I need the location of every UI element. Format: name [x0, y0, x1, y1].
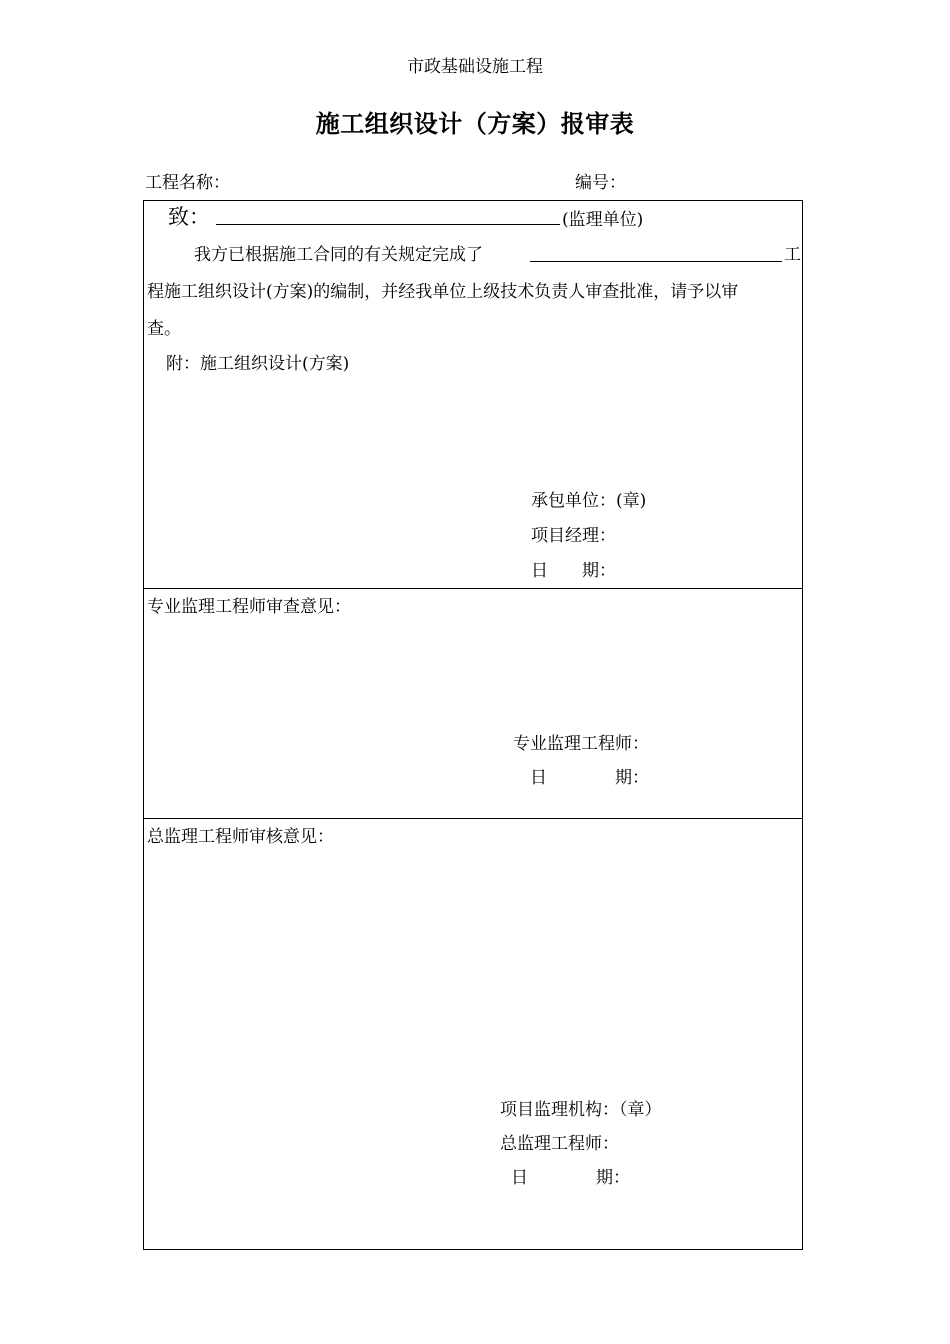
submission-date-label: 日 期： — [531, 561, 616, 581]
supervisor-unit-blank[interactable] — [216, 224, 560, 225]
project-name-label: 工程名称： — [145, 173, 230, 193]
contractor-seal-label: 承包单位：(章) — [531, 491, 647, 511]
serial-number-label: 编号： — [575, 173, 626, 193]
submission-text-line2: 程施工组织设计(方案)的编制，并经我单位上级技术负责人审查批准，请予以审 — [147, 282, 739, 302]
attachment-label: 附：施工组织设计(方案) — [166, 354, 350, 374]
supervision-agency-label: 项目监理机构：（章） — [500, 1100, 662, 1120]
approval-date-label: 日 期： — [511, 1168, 630, 1188]
document-header: 市政基础设施工程 — [407, 57, 543, 77]
project-blank[interactable] — [530, 261, 782, 262]
submission-text-suffix: 工 — [784, 245, 801, 265]
specialist-engineer-label: 专业监理工程师： — [513, 734, 649, 754]
chief-engineer-label: 总监理工程师： — [500, 1134, 619, 1154]
section-divider — [143, 588, 803, 589]
to-label: 致： — [168, 205, 210, 229]
review-date-label: 日 期： — [530, 768, 649, 788]
submission-text-line1: 我方已根据施工合同的有关规定完成了 — [194, 245, 483, 265]
section-divider — [143, 818, 803, 819]
supervisor-unit-hint: (监理单位) — [562, 210, 644, 230]
submission-text-line3: 查。 — [147, 319, 181, 339]
page-title: 施工组织设计（方案）报审表 — [315, 109, 635, 138]
review-opinion-label: 专业监理工程师审查意见： — [147, 597, 351, 617]
project-manager-label: 项目经理： — [531, 526, 616, 546]
approval-opinion-label: 总监理工程师审核意见： — [147, 827, 334, 847]
